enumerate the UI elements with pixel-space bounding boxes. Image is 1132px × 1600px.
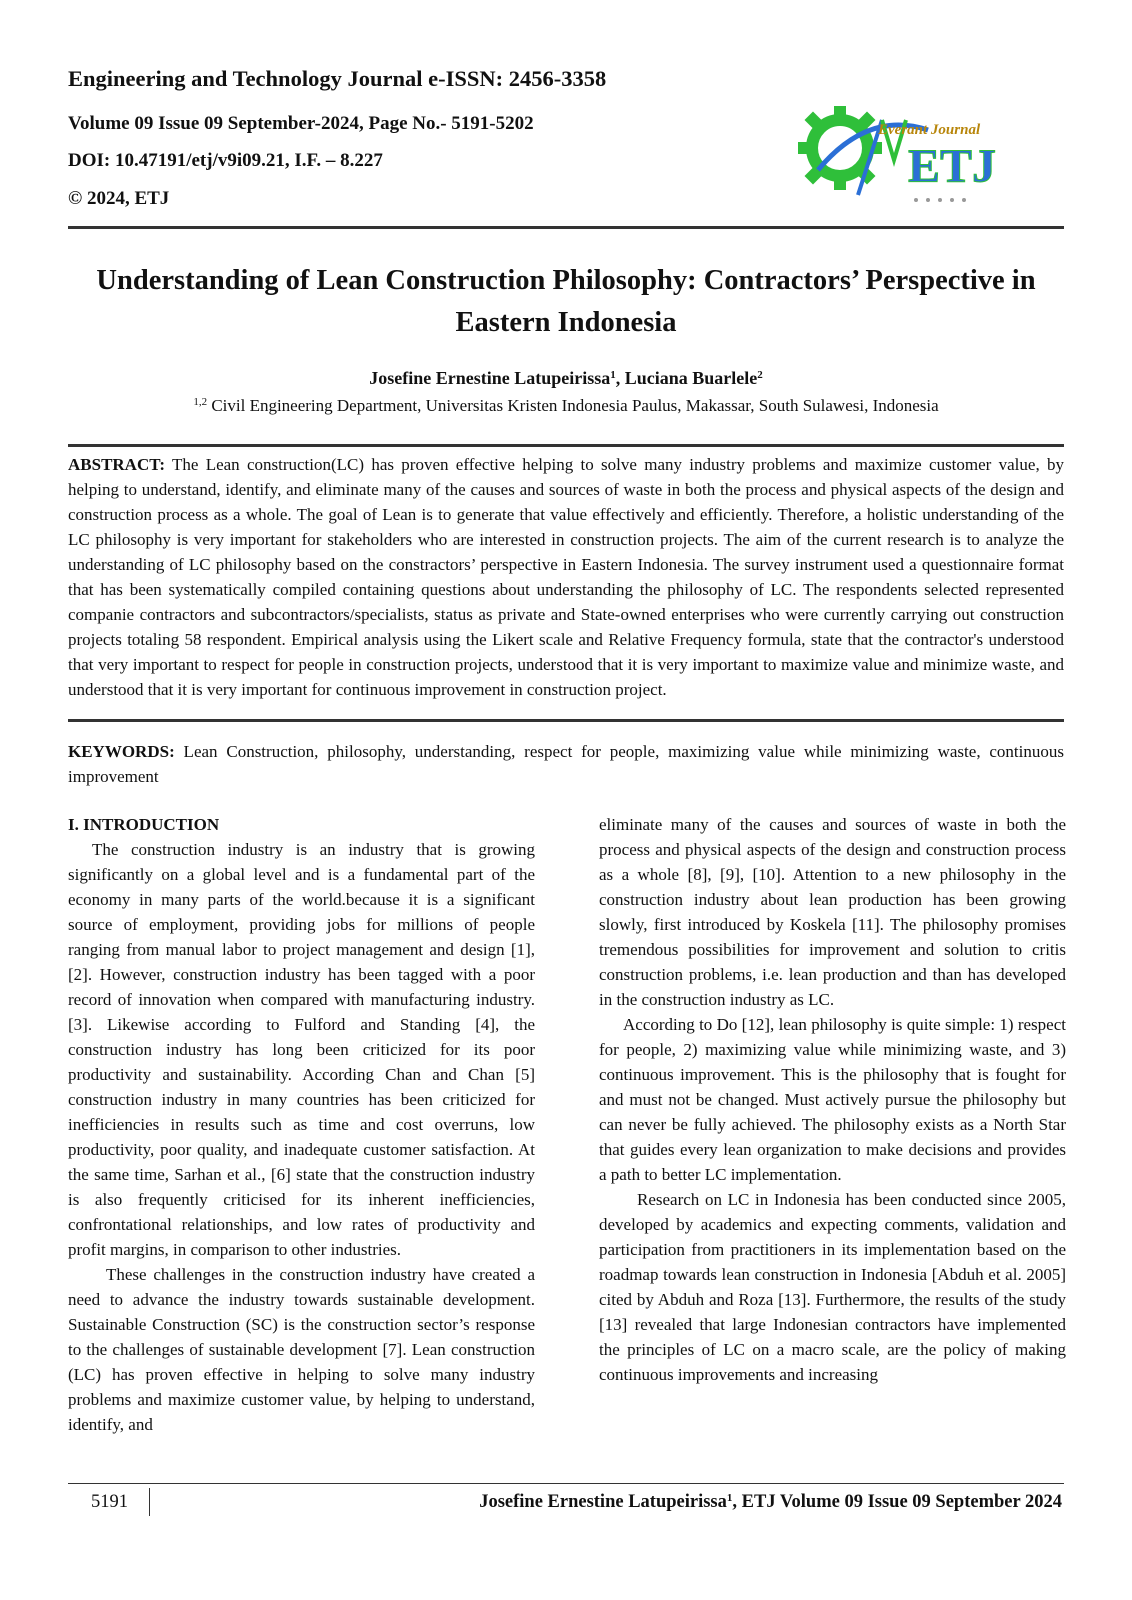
volume-info: Volume 09 Issue 09 September-2024, Page No.- 5191-5202 [68,113,534,134]
abstract-label: ABSTRACT: [68,455,165,474]
logo-text: ETJ [908,140,997,193]
keywords [68,739,1064,789]
author-1-sup: 1 [610,369,616,381]
running-author: Josefine Ernestine Latupeirissa [479,1492,727,1512]
etj-logo [798,100,1018,210]
affiliation-sup: 1,2 [193,396,208,408]
running-footer [479,1492,1062,1513]
author-2: Luciana Buarlele [624,368,758,388]
author-separator: , [615,368,625,388]
author-2-sup: 2 [757,369,763,381]
running-rest: , ETJ Volume 09 Issue 09 September 2024 [732,1492,1062,1512]
body-paragraph: These challenges in the construction industry have created a need to advance the industry towards sustainable development. Sustainable Construction (SC) is the construction sector’s response to the challenges of sustainable development [7]. Lean construction (LC) has proven effective in helping to solve many industry problems and maximize customer value, by helping to understand, identify, and [68,1265,535,1434]
footer-divider [149,1488,150,1516]
affiliation: Civil Engineering Department, Universitas Kristen Indonesia Paulus, Makassar, South Sulawesi, Indonesia [207,396,939,415]
doi-info: DOI: 10.47191/etj/v9i09.21, I.F. – 8.227 [68,150,383,171]
body-paragraph: Research on LC in Indonesia has been conducted since 2005, developed by academics and expecting comments, validation and participation from practitioners in its implementation based on the roadmap towards lean construction in Indonesia [Abduh et al. 2005] cited by Abduh and Roza [13]. Furthermore, the results of the study [13] revealed that large Indonesian contractors have implemented the principles of LC on a macro scale, are the policy of making continuous improvements and increasing [599,1190,1066,1384]
page-number: 5191 [91,1492,128,1512]
body-paragraph: According to Do [12], lean philosophy is quite simple: 1) respect for people, 2) maximizing value while minimizing waste, and 3) continuous improvement. This is the philosophy that is fought for and must not be changed. Must actively pursue the philosophy but can never be fully achieved. The philosophy exists as a North Star that guides every lean organization to make decisions and provides a path to better LC implementation. [599,1015,1066,1184]
journal-name: Engineering and Technology Journal e-ISSN: 2456-3358 [68,66,607,91]
keywords-top-rule [68,719,1064,722]
abstract [68,452,1064,702]
body-paragraph: The construction industry is an industry that is growing significantly on a global level and is a fundamental part of the economy in many parts of the world.because it is a significant source of employment, providing jobs for millions of people ranging from manual labor to project management and design [1], [2]. However, construction industry has been tagged with a poor record of innovation when compared with manufacturing industry. [3]. Likewise according to Fulford and Standing [4], the construction industry has long been criticized for its poor productivity and sustainability. According Chan and Chan [5] construction industry in many countries has been criticized for inefficiencies in results such as time and cost overruns, low productivity, poor quality, and inadequate customer satisfaction. At the same time, Sarhan et al., [6] state that the construction industry is also frequently criticised for its inherent inefficiencies, confrontational relationships, and low rates of productivity and profit margins, in comparison to other industries. [68,840,535,1259]
author-line [68,368,1064,389]
running-sup: 1 [726,1492,733,1504]
body-paragraph: eliminate many of the causes and sources of waste in both the process and physical aspects of the design and construction process as a whole [8], [9], [10]. Attention to a new philosophy in the construction industry about lean production has been growing slowly, first introduced by Koskela [11]. The philosophy promises tremendous possibilities for improvement and solution to critis construction problems, i.e. lean production and than has developed in the construction industry as LC. [599,815,1066,1009]
paper-title: Understanding of Lean Construction Philosophy: Contractors’ Perspective in Eastern Indonesia [96,265,1036,338]
copyright: © 2024, ETJ [68,188,170,209]
affiliation-line [68,396,1064,416]
footer-rule [68,1483,1064,1484]
author-1: Josefine Ernestine Latupeirissa [369,368,611,388]
abstract-top-rule [68,444,1064,447]
keywords-label: KEYWORDS: [68,742,175,761]
section-heading: I. INTRODUCTION [68,815,220,834]
right-column [599,812,1066,1387]
abstract-text: The Lean construction(LC) has proven effective helping to solve many industry problems and maximize customer value, by helping to understand, identify, and eliminate many of the causes and sources of waste in both the process and physical aspects of the design and construction process as a whole. The goal of Lean is to generate that value effectively and efficiently. Therefore, a holistic understanding of the LC philosophy is very important for stakeholders who are interested in construction projects. The aim of the current research is to analyze the understanding of LC philosophy based on the constractors’ perspective in Eastern Indonesia. The survey instrument used a questionnaire format that has been systematically compiled containing questions about understanding the philosophy of LC. The respondents selected represented companie contractors and subcontractors/specialists, status as private and State-owned enterprises who were currently carrying out construction projects totaling 58 respondent. Empirical analysis using the Likert scale and Relative Frequency formula, state that the contractor's understood that very important to respect for people in construction projects, understood that it is very important to maximize value and minimize waste, and understood that it is very important for continuous improvement in construction project. [68,455,1064,699]
keywords-text: Lean Construction, philosophy, understanding, respect for people, maximizing value while minimizing waste, continuous improvement [68,742,1064,786]
logo-small-text: Everant Journal [878,122,981,138]
left-column [68,812,535,1437]
header-rule [68,226,1064,229]
